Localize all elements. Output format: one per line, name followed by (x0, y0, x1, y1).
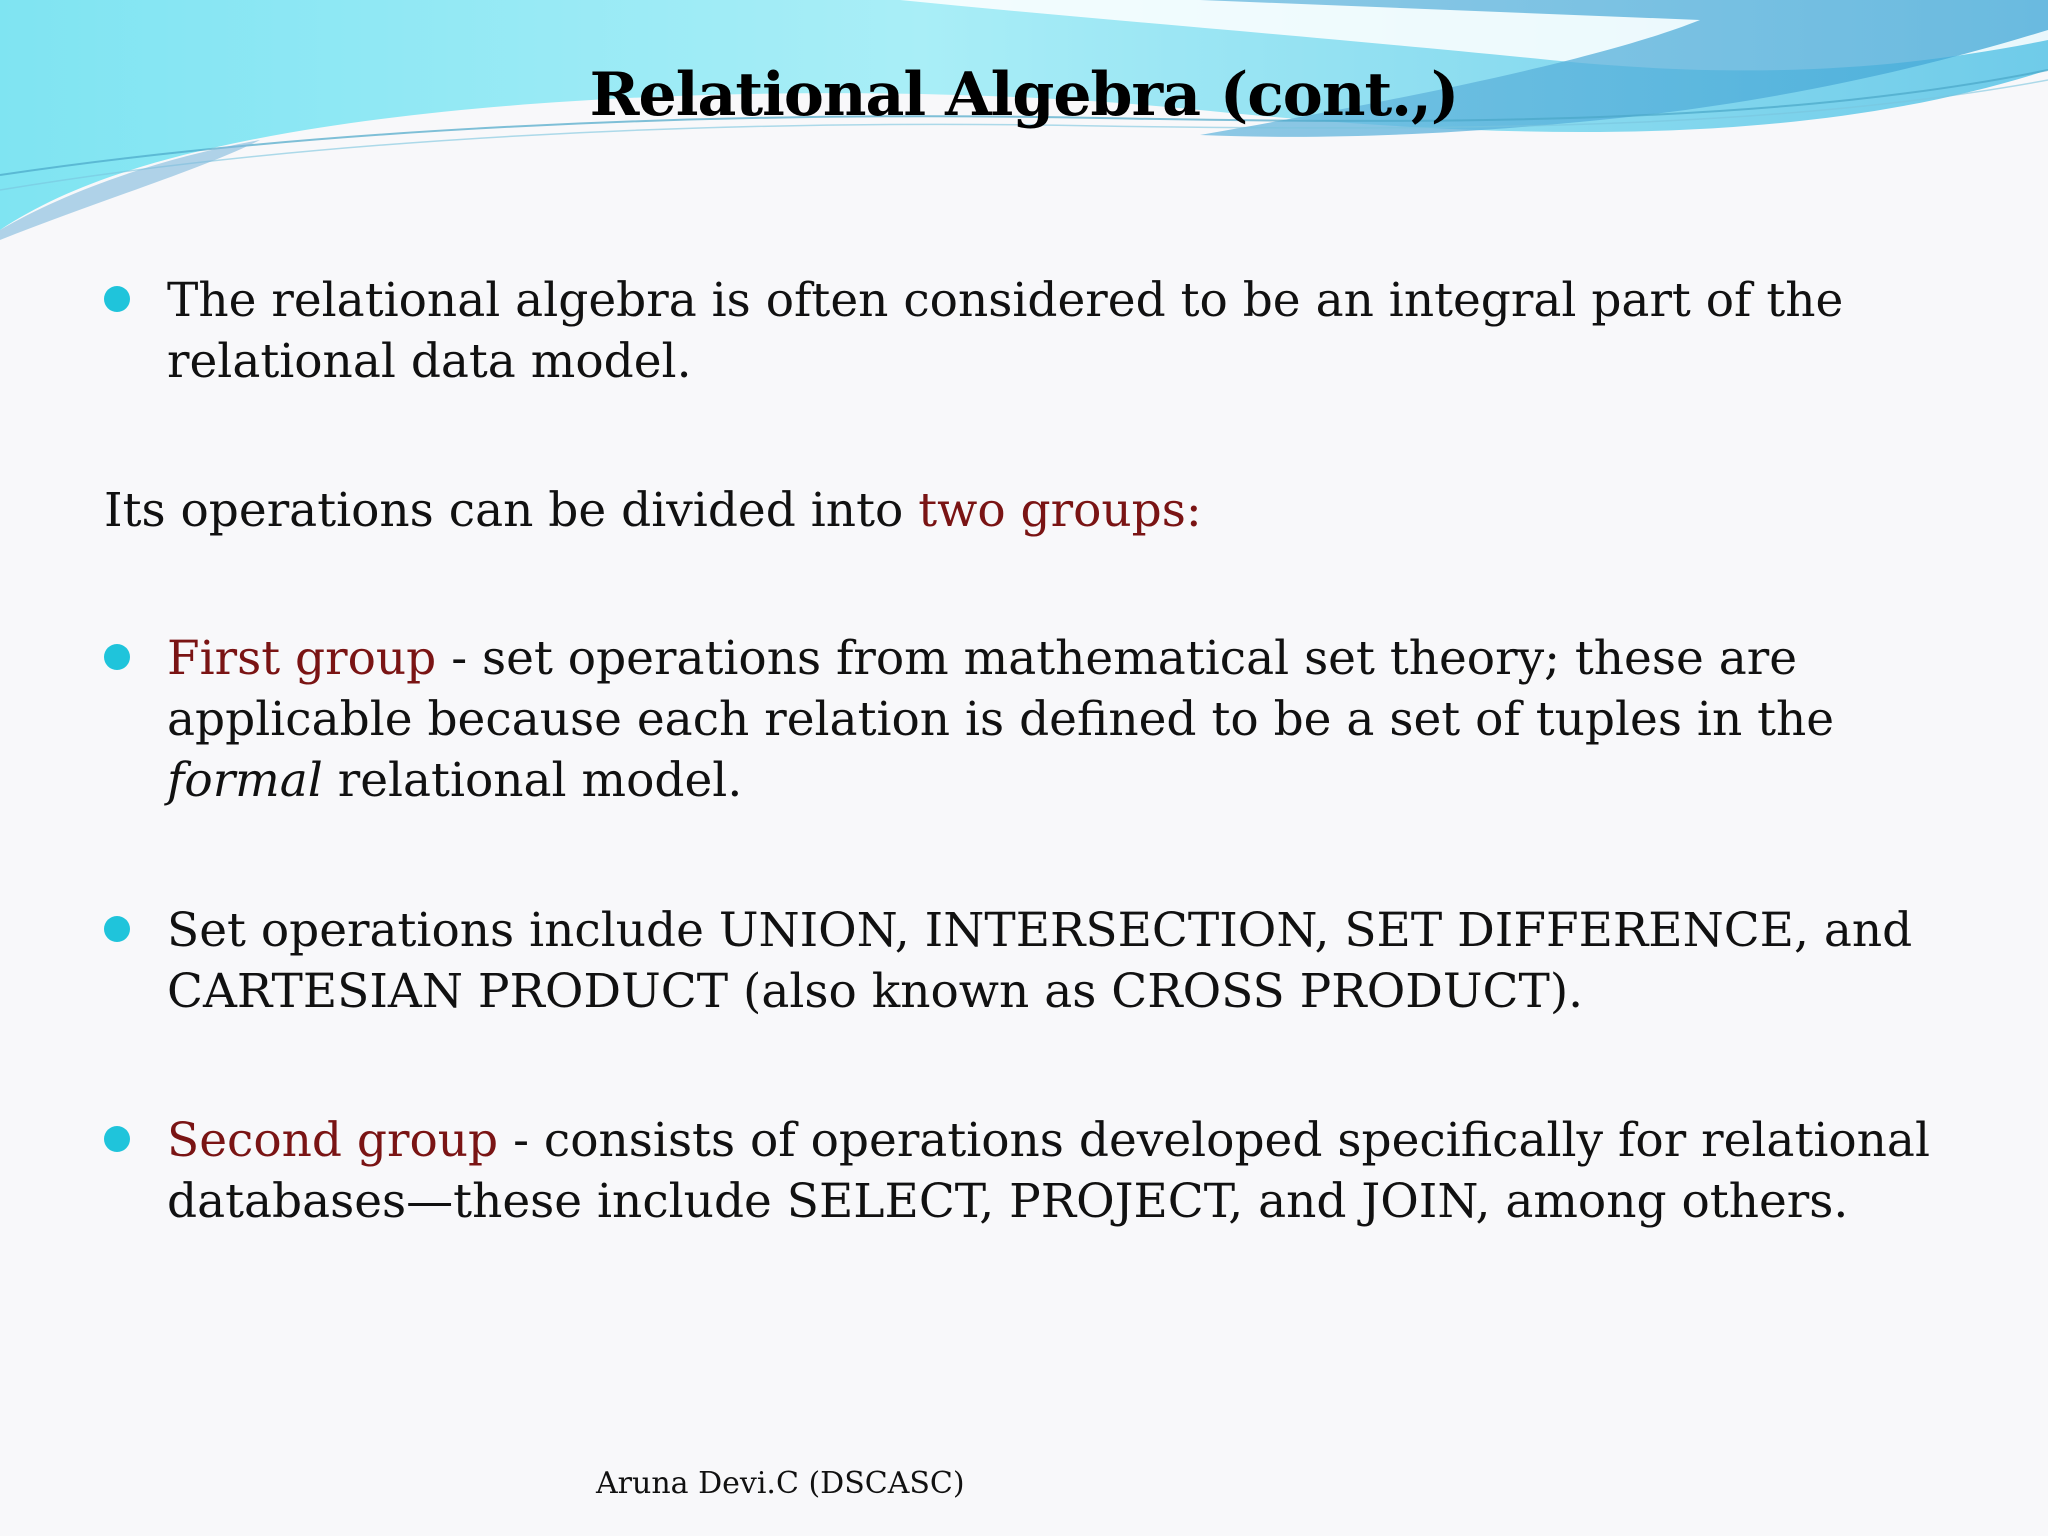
formal-italic: formal (167, 753, 323, 808)
bullet-dot-icon (104, 644, 130, 670)
bullet-text (167, 1110, 1984, 1232)
bullet-dot-icon (104, 916, 130, 942)
second-group-text: - consists of operations developed specifically for relational databases—these include SELECT, PROJECT, and JOIN, among others. (167, 1113, 1930, 1229)
first-group-text-end: relational model. (322, 753, 743, 808)
bullet-text: Set operations include UNION, INTERSECTION, SET DIFFERENCE, and CARTESIAN PRODUCT (also known as CROSS PRODUCT). (167, 903, 1913, 1019)
bullet-item-relational-algebra (104, 270, 1984, 392)
bullet-item-first-group (104, 628, 1984, 811)
second-group-highlight: Second group (167, 1113, 499, 1168)
bullet-text: The relational algebra is often considered to be an integral part of the relational data model. (167, 273, 1844, 389)
footer-author: Aruna Devi.C (DSCASC) (596, 1466, 965, 1501)
bullet-text (167, 628, 1984, 811)
first-group-highlight: First group (167, 631, 437, 686)
bullet-item-second-group (104, 1110, 1984, 1232)
page-title: Relational Algebra (cont.,) (589, 60, 1459, 130)
bullet-dot-icon (104, 286, 130, 312)
first-group-text: - set operations from mathematical set theory; these are applicable because each relation is defined to be a set of tuples in the (167, 631, 1835, 747)
groups-intro-text: Its operations can be divided into (104, 483, 919, 538)
groups-intro-line (104, 480, 1202, 541)
two-groups-highlight: two groups: (918, 483, 1202, 538)
bullet-dot-icon (104, 1126, 130, 1152)
bullet-item-set-operations (104, 900, 1984, 1022)
